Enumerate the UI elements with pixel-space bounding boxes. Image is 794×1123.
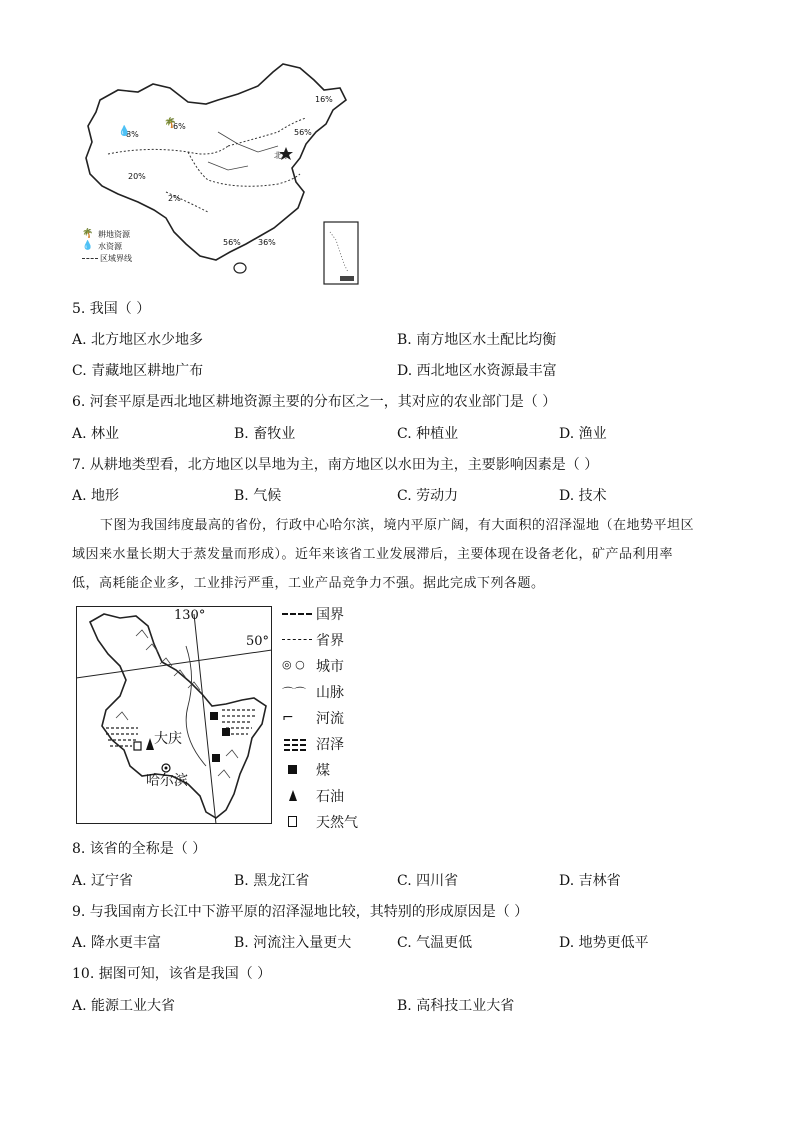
water-percent-label: 20% (128, 172, 146, 181)
latitude-label: 50° (246, 634, 270, 649)
q7-option-a[interactable]: A. 地形 (72, 488, 120, 504)
question-6-stem: 6. 河套平原是西北地区耕地资源主要的分布区之一，其对应的农业部门是（ ） (72, 394, 557, 410)
water-drop-icon: 💧 (118, 126, 131, 137)
arable-percent-label: 36% (258, 238, 276, 247)
q5-option-c[interactable]: C. 青藏地区耕地广布 (72, 363, 204, 379)
legend-label: 城市 (316, 659, 344, 675)
arable-percent-label: 56% (294, 128, 312, 137)
natural-gas-icon (282, 814, 312, 830)
legend-label: 省界 (316, 633, 344, 649)
q8-option-c[interactable]: C. 四川省 (397, 873, 459, 889)
longitude-label: 130° (174, 608, 206, 623)
q7-option-c[interactable]: C. 劳动力 (397, 488, 459, 504)
water-percent-label: 16% (315, 95, 333, 104)
water-percent-label: 8% (126, 130, 139, 139)
legend-label: 国界 (316, 607, 344, 623)
question-5-stem: 5. 我国（ ） (72, 301, 151, 317)
arable-percent-label: 2% (168, 194, 181, 203)
passage-line: 域因来水量长期大于蒸发量而形成）。近年来该省工业发展滞后，主要体现在设备老化，矿产品利用率 (72, 547, 674, 562)
q9-option-a[interactable]: A. 降水更丰富 (72, 935, 162, 951)
q6-option-c[interactable]: C. 种植业 (397, 426, 459, 442)
q8-option-d[interactable]: D. 吉林省 (559, 873, 621, 889)
arable-land-icon: 🌴 (82, 229, 94, 239)
q6-option-d[interactable]: D. 渔业 (559, 426, 607, 442)
q9-option-d[interactable]: D. 地势更低平 (559, 935, 649, 951)
question-10-stem: 10. 据图可知，该省是我国（ ） (72, 966, 272, 982)
legend-water-label: 水资源 (98, 241, 122, 251)
arable-percent-label: 6% (173, 122, 186, 131)
city-label-daqing: 大庆 (154, 731, 182, 747)
q7-option-b[interactable]: B. 气候 (234, 488, 282, 504)
q5-option-a[interactable]: A. 北方地区水少地多 (72, 332, 204, 348)
national-border-icon (282, 606, 312, 622)
city-label-harbin: 哈尔滨 (146, 773, 188, 789)
q9-option-b[interactable]: B. 河流注入量更大 (234, 935, 352, 951)
passage (72, 511, 732, 598)
question-9-stem: 9. 与我国南方长江中下游平原的沼泽湿地比较，其特别的形成原因是（ ） (72, 904, 529, 920)
coal-icon (282, 762, 312, 778)
province-border-icon (282, 632, 312, 648)
boundary-line-icon (82, 258, 98, 259)
legend-label: 河流 (316, 711, 344, 727)
oil-icon (282, 788, 312, 804)
river-icon: ⌐ (282, 710, 294, 726)
q9-option-c[interactable]: C. 气温更低 (397, 935, 473, 951)
question-8-stem: 8. 该省的全称是（ ） (72, 841, 207, 857)
legend-boundary-label: 区域界线 (100, 253, 132, 263)
q8-option-a[interactable]: A. 辽宁省 (72, 873, 134, 889)
marsh-icon (282, 736, 312, 752)
water-percent-label: 56% (223, 238, 241, 247)
city-icon: ◎ ○ (282, 658, 305, 671)
passage-line: 下图为我国纬度最高的省份，行政中心哈尔滨，境内平原广阔，有大面积的沼泽湿地（在地势平坦区 (100, 518, 695, 533)
legend-label: 山脉 (316, 685, 344, 701)
legend-arable-label: 耕地资源 (98, 229, 130, 239)
map1-legend (82, 228, 132, 264)
beijing-label: 北京 (274, 151, 290, 160)
legend-label: 沼泽 (316, 737, 344, 753)
q7-option-d[interactable]: D. 技术 (559, 488, 607, 504)
q5-option-d[interactable]: D. 西北地区水资源最丰富 (397, 363, 557, 379)
q10-option-a[interactable]: A. 能源工业大省 (72, 998, 176, 1014)
mountain-icon: ⌒⌒ (282, 686, 307, 700)
q5-option-b[interactable]: B. 南方地区水土配比均衡 (397, 332, 557, 348)
q8-option-b[interactable]: B. 黑龙江省 (234, 873, 310, 889)
water-drop-icon: 💧 (82, 241, 94, 251)
legend-label: 天然气 (316, 815, 358, 831)
q10-option-b[interactable]: B. 高科技工业大省 (397, 998, 515, 1014)
q6-option-a[interactable]: A. 林业 (72, 426, 120, 442)
legend-label: 石油 (316, 789, 344, 805)
heilongjiang-map (76, 606, 272, 824)
passage-line: 低，高耗能企业多，工业排污严重，工业产品竞争力不强。据此完成下列各题。 (72, 576, 545, 591)
q6-option-b[interactable]: B. 畜牧业 (234, 426, 296, 442)
legend-label: 煤 (316, 763, 330, 779)
province-map-outline (76, 606, 272, 824)
arable-land-icon: 🌴 (164, 118, 177, 129)
china-resource-map (78, 62, 368, 294)
question-7-stem: 7. 从耕地类型看，北方地区以旱地为主，南方地区以水田为主，主要影响因素是（ ） (72, 457, 599, 473)
